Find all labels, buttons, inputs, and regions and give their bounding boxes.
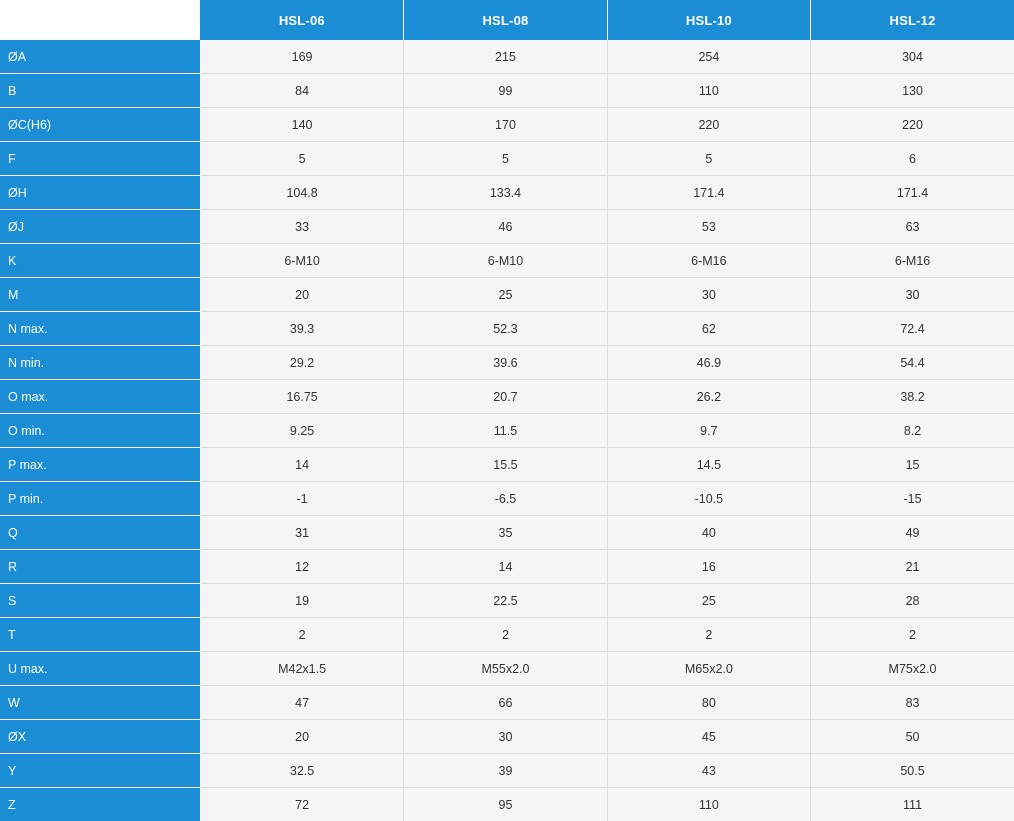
table-cell: 9.7	[607, 414, 810, 448]
table-row	[0, 108, 1014, 142]
table-cell: 220	[811, 108, 1014, 142]
table-row	[0, 346, 1014, 380]
table-row	[0, 550, 1014, 584]
table-cell: 20.7	[404, 380, 607, 414]
table-cell: 25	[607, 584, 810, 618]
table-cell: 14.5	[607, 448, 810, 482]
table-cell: 6	[811, 142, 1014, 176]
row-label: M	[0, 278, 200, 312]
table-cell: 72	[200, 788, 403, 821]
table-cell: 171.4	[607, 176, 810, 210]
table-row	[0, 312, 1014, 346]
table-cell: 50.5	[811, 754, 1014, 788]
table-row	[0, 278, 1014, 312]
table-cell: 6-M16	[607, 244, 810, 278]
table-row	[0, 176, 1014, 210]
table-row	[0, 448, 1014, 482]
table-cell: 140	[200, 108, 403, 142]
table-cell: 46	[404, 210, 607, 244]
table-cell: 49	[811, 516, 1014, 550]
table-cell: 5	[607, 142, 810, 176]
row-label: P min.	[0, 482, 200, 516]
row-label: Q	[0, 516, 200, 550]
table-cell: 62	[607, 312, 810, 346]
table-cell: 43	[607, 754, 810, 788]
table-row	[0, 210, 1014, 244]
table-cell: 16	[607, 550, 810, 584]
table-cell: 66	[404, 686, 607, 720]
table-cell: 111	[811, 788, 1014, 821]
table-cell: 5	[404, 142, 607, 176]
table-cell: 14	[404, 550, 607, 584]
table-cell: 32.5	[200, 754, 403, 788]
table-cell: 45	[607, 720, 810, 754]
column-header-hsl-08: HSL-08	[404, 0, 607, 40]
column-header-hsl-12: HSL-12	[811, 0, 1014, 40]
table-cell: 40	[607, 516, 810, 550]
table-cell: 2	[200, 618, 403, 652]
table-row	[0, 482, 1014, 516]
table-row	[0, 618, 1014, 652]
column-header-hsl-10: HSL-10	[607, 0, 810, 40]
table-cell: 31	[200, 516, 403, 550]
table-cell: 83	[811, 686, 1014, 720]
table-cell: 20	[200, 278, 403, 312]
table-cell: 28	[811, 584, 1014, 618]
table-cell: 19	[200, 584, 403, 618]
table-cell: 11.5	[404, 414, 607, 448]
row-label: N max.	[0, 312, 200, 346]
table-cell: M75x2.0	[811, 652, 1014, 686]
table-cell: 99	[404, 74, 607, 108]
row-label: R	[0, 550, 200, 584]
row-label: ØC(H6)	[0, 108, 200, 142]
table-cell: 63	[811, 210, 1014, 244]
table-cell: 33	[200, 210, 403, 244]
table-cell: 25	[404, 278, 607, 312]
row-label: F	[0, 142, 200, 176]
table-cell: 47	[200, 686, 403, 720]
row-label: T	[0, 618, 200, 652]
row-label: O max.	[0, 380, 200, 414]
table-row	[0, 244, 1014, 278]
table-cell: 30	[811, 278, 1014, 312]
table-cell: 220	[607, 108, 810, 142]
table-cell: 2	[404, 618, 607, 652]
row-label: Z	[0, 788, 200, 821]
table-row	[0, 142, 1014, 176]
row-label: Y	[0, 754, 200, 788]
table-cell: 6-M10	[200, 244, 403, 278]
table-cell: 46.9	[607, 346, 810, 380]
row-label: ØJ	[0, 210, 200, 244]
table-row	[0, 754, 1014, 788]
table-cell: 39.6	[404, 346, 607, 380]
table-cell: 52.3	[404, 312, 607, 346]
table-cell: 21	[811, 550, 1014, 584]
table-cell: M65x2.0	[607, 652, 810, 686]
table-cell: 80	[607, 686, 810, 720]
table-cell: 170	[404, 108, 607, 142]
table-row	[0, 788, 1014, 821]
table-cell: 95	[404, 788, 607, 821]
table-cell: 29.2	[200, 346, 403, 380]
table-cell: 53	[607, 210, 810, 244]
row-label: U max.	[0, 652, 200, 686]
table-cell: 39	[404, 754, 607, 788]
table-cell: 54.4	[811, 346, 1014, 380]
table-cell: 104.8	[200, 176, 403, 210]
table-row	[0, 652, 1014, 686]
table-cell: 2	[607, 618, 810, 652]
table-row	[0, 380, 1014, 414]
row-label: S	[0, 584, 200, 618]
table-corner-cell	[0, 0, 200, 40]
table-cell: 8.2	[811, 414, 1014, 448]
row-label: N min.	[0, 346, 200, 380]
table-cell: 14	[200, 448, 403, 482]
table-row	[0, 720, 1014, 754]
table-cell: 35	[404, 516, 607, 550]
table-row	[0, 686, 1014, 720]
table-row	[0, 414, 1014, 448]
table-cell: 12	[200, 550, 403, 584]
table-body	[0, 40, 1014, 821]
table-cell: 5	[200, 142, 403, 176]
table-header-row	[0, 0, 1014, 40]
table-cell: 38.2	[811, 380, 1014, 414]
table-cell: 72.4	[811, 312, 1014, 346]
table-cell: 2	[811, 618, 1014, 652]
row-label: K	[0, 244, 200, 278]
table-cell: 110	[607, 74, 810, 108]
table-cell: 133.4	[404, 176, 607, 210]
table-row	[0, 40, 1014, 74]
table-cell: M42x1.5	[200, 652, 403, 686]
row-label: ØA	[0, 40, 200, 74]
table-cell: 84	[200, 74, 403, 108]
table-row	[0, 584, 1014, 618]
row-label: ØH	[0, 176, 200, 210]
table-cell: 171.4	[811, 176, 1014, 210]
table-cell: 20	[200, 720, 403, 754]
table-cell: -1	[200, 482, 403, 516]
table-cell: -6.5	[404, 482, 607, 516]
table-cell: 215	[404, 40, 607, 74]
table-cell: 22.5	[404, 584, 607, 618]
table-cell: -10.5	[607, 482, 810, 516]
table-cell: 6-M16	[811, 244, 1014, 278]
table-cell: 26.2	[607, 380, 810, 414]
row-label: ØX	[0, 720, 200, 754]
table-cell: 30	[607, 278, 810, 312]
table-cell: 110	[607, 788, 810, 821]
table-cell: 50	[811, 720, 1014, 754]
table-cell: 6-M10	[404, 244, 607, 278]
row-label: O min.	[0, 414, 200, 448]
table-cell: 16.75	[200, 380, 403, 414]
table-cell: 9.25	[200, 414, 403, 448]
table-row	[0, 74, 1014, 108]
table-cell: 169	[200, 40, 403, 74]
table-cell: 304	[811, 40, 1014, 74]
column-header-hsl-06: HSL-06	[200, 0, 403, 40]
table-cell: M55x2.0	[404, 652, 607, 686]
table-cell: -15	[811, 482, 1014, 516]
table-cell: 30	[404, 720, 607, 754]
table-cell: 15.5	[404, 448, 607, 482]
row-label: B	[0, 74, 200, 108]
table-cell: 39.3	[200, 312, 403, 346]
table-header	[0, 0, 1014, 40]
table-cell: 15	[811, 448, 1014, 482]
row-label: P max.	[0, 448, 200, 482]
table-cell: 254	[607, 40, 810, 74]
row-label: W	[0, 686, 200, 720]
table-row	[0, 516, 1014, 550]
table-cell: 130	[811, 74, 1014, 108]
